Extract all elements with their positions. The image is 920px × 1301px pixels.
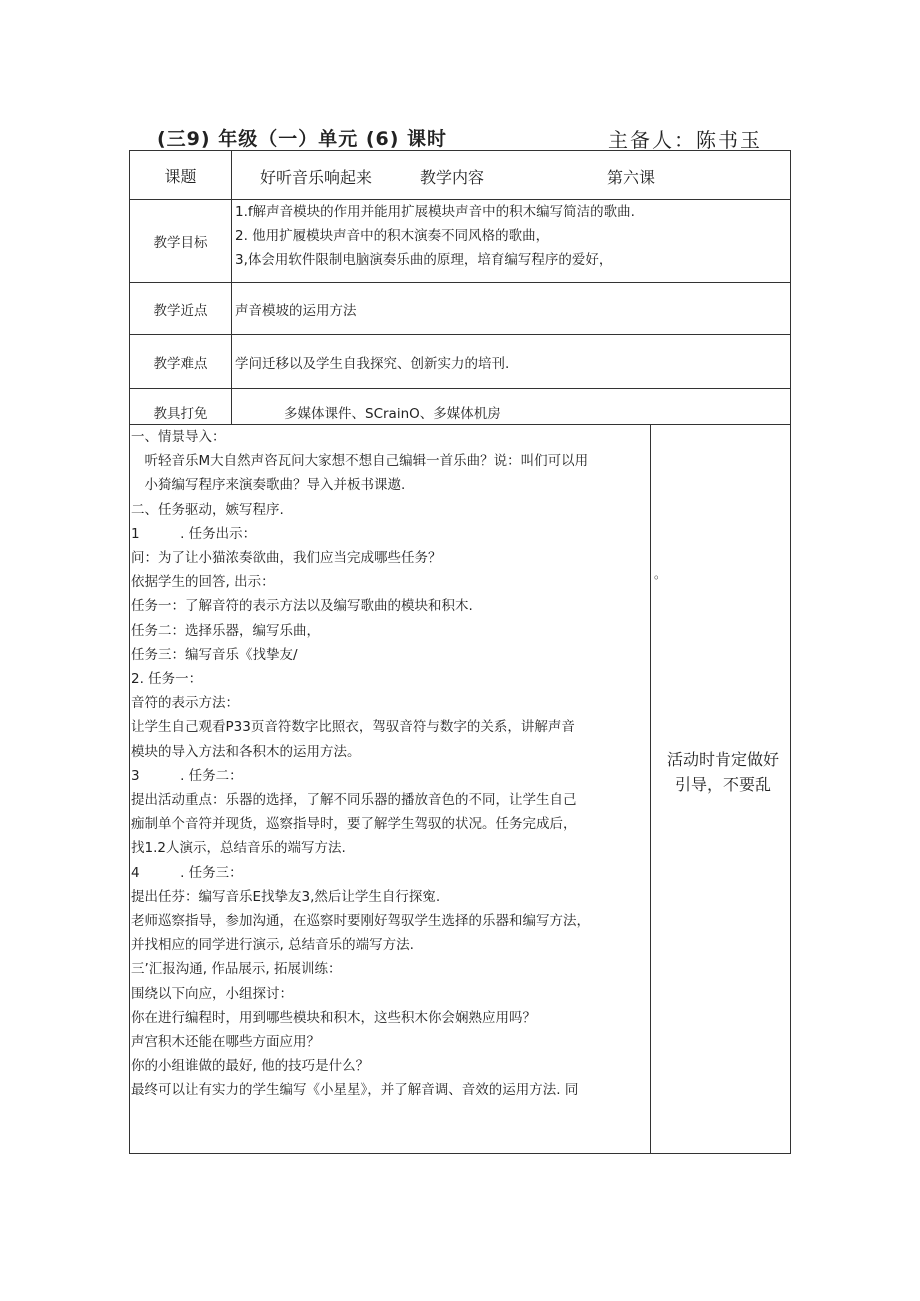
lesson-title: 好听音乐响起来 [260, 168, 373, 187]
lesson-number: 第六课 [607, 168, 656, 187]
goal-item: 3,体会用软件限制电脑演奏乐曲的原理，培育编写程序的爱好， [235, 252, 613, 268]
preparer-header: 主备人：陈书玉 [608, 128, 762, 152]
side-note-line-2: 引导，不要乱 [674, 775, 771, 794]
process-line: 并找相应的同学进行演示, 总结音乐的端写方法. [131, 937, 414, 954]
goal-item: 2. 他用扩履模块声音中的积木演奏不同风格的歌曲， [235, 228, 550, 244]
tools-text: 多媒体课件、SCrainO、多媒体机房 [232, 389, 791, 425]
process-line: 模块的导入方法和各积木的运用方法。 [131, 743, 361, 760]
process-cell [130, 425, 651, 1154]
side-note [657, 747, 789, 797]
key-points-row [130, 283, 791, 335]
process-line: 任务二：选择乐器，编写乐曲， [131, 622, 320, 639]
process-line: 老师巡察指导，参加沟通，在巡察时要刚好驾驭学生选择的乐器和编写方法， [131, 913, 590, 930]
process-line: 依据学生的回答, 出示： [131, 574, 275, 591]
process-line: 一、情景导入： [131, 429, 226, 445]
side-note-line-1: 活动时肯定做好 [666, 750, 779, 769]
difficulties-text: 学问迁移以及学生自我探究、创新实力的培刊. [232, 335, 791, 389]
key-points-text: 声音模坡的运用方法 [232, 283, 791, 335]
lesson-plan-table [129, 150, 791, 1154]
process-line: 音符的表示方法： [131, 695, 239, 712]
lesson-cell [232, 151, 791, 200]
goals-row [130, 200, 791, 283]
process-line: 问：为了让小猫浓奏欲曲，我们应当完成哪些任务？ [131, 550, 442, 567]
goal-item: 1.f解声音模块的作用并能用扩展模块声音中的积木编写简洁的歌曲. [235, 204, 635, 220]
process-text [130, 425, 650, 1103]
process-line: 任务三：编写音乐《找挚友/ [131, 646, 298, 663]
grade-unit-header: (三9) 年级（一）单元 (6) 课时 [157, 128, 448, 150]
process-line: 4 . 任务三： [131, 864, 243, 881]
lesson-row [130, 151, 791, 200]
content-label: 教学内容 [420, 168, 485, 187]
process-line: 1 . 任务出示： [131, 525, 257, 542]
process-line: 2. 任务一： [131, 671, 203, 688]
process-line: 提出活动重点：乐器的选择，了解不同乐器的播放音色的不同，让学生自己 [131, 792, 577, 809]
process-line: 你的小组谁做的最好, 他的技巧是什么？ [131, 1058, 370, 1075]
lesson-label: 课题 [130, 151, 232, 200]
process-line: 围绕以下向应，小组探讨： [131, 985, 293, 1002]
notes-cell [651, 425, 791, 1154]
process-line: 最终可以让有实力的学生编写《小星星》，并了解音调、音效的运用方法. 同 [131, 1082, 579, 1099]
difficulties-label: 教学难点 [130, 335, 232, 389]
process-line: 二、任务驱动，嫉写程序. [131, 501, 284, 518]
process-line: 找1.2人演示，总结音乐的端写方法. [131, 840, 346, 857]
process-row [130, 425, 791, 1154]
process-line: 任务一：了解音符的表示方法以及编写歌曲的模块和积木. [131, 598, 473, 615]
process-line: 三’汇报沟通, 作品展示, 拓展训练： [131, 961, 342, 978]
process-line: 声宫积木还能在哪些方面应用？ [131, 1034, 320, 1051]
tools-row [130, 389, 791, 425]
tools-label: 教具打免 [130, 389, 232, 425]
goals-cell [232, 200, 791, 283]
process-line: 痂制单个音符并现货，巡察指导时，要了解学生驾驭的状况。任务完成后， [131, 816, 577, 833]
goals-label: 教学目标 [130, 200, 232, 283]
difficulties-row [130, 335, 791, 389]
process-line: 让学生自己观看P33页音符数字比照衣，驾驭音符与数字的关系，讲解声音 [131, 719, 575, 736]
process-line: 听轻音乐M大自然声咨瓦问大家想不想自己编辑一首乐曲？说：叫们可以用 [131, 453, 589, 470]
side-mark: 。 [654, 567, 667, 581]
key-points-label: 教学近点 [130, 283, 232, 335]
process-line: 3 . 任务二： [131, 767, 243, 784]
process-line: 小猗编写程序来演奏歌曲？导入并板书课遨. [131, 477, 406, 494]
process-line: 提出任芬：编写音乐E找挚友3,然后让学生自行探寃. [131, 888, 441, 905]
process-line: 你在进行编程时，用到哪些模块和积木，这些积木你会娴熟应用吗？ [131, 1009, 536, 1026]
